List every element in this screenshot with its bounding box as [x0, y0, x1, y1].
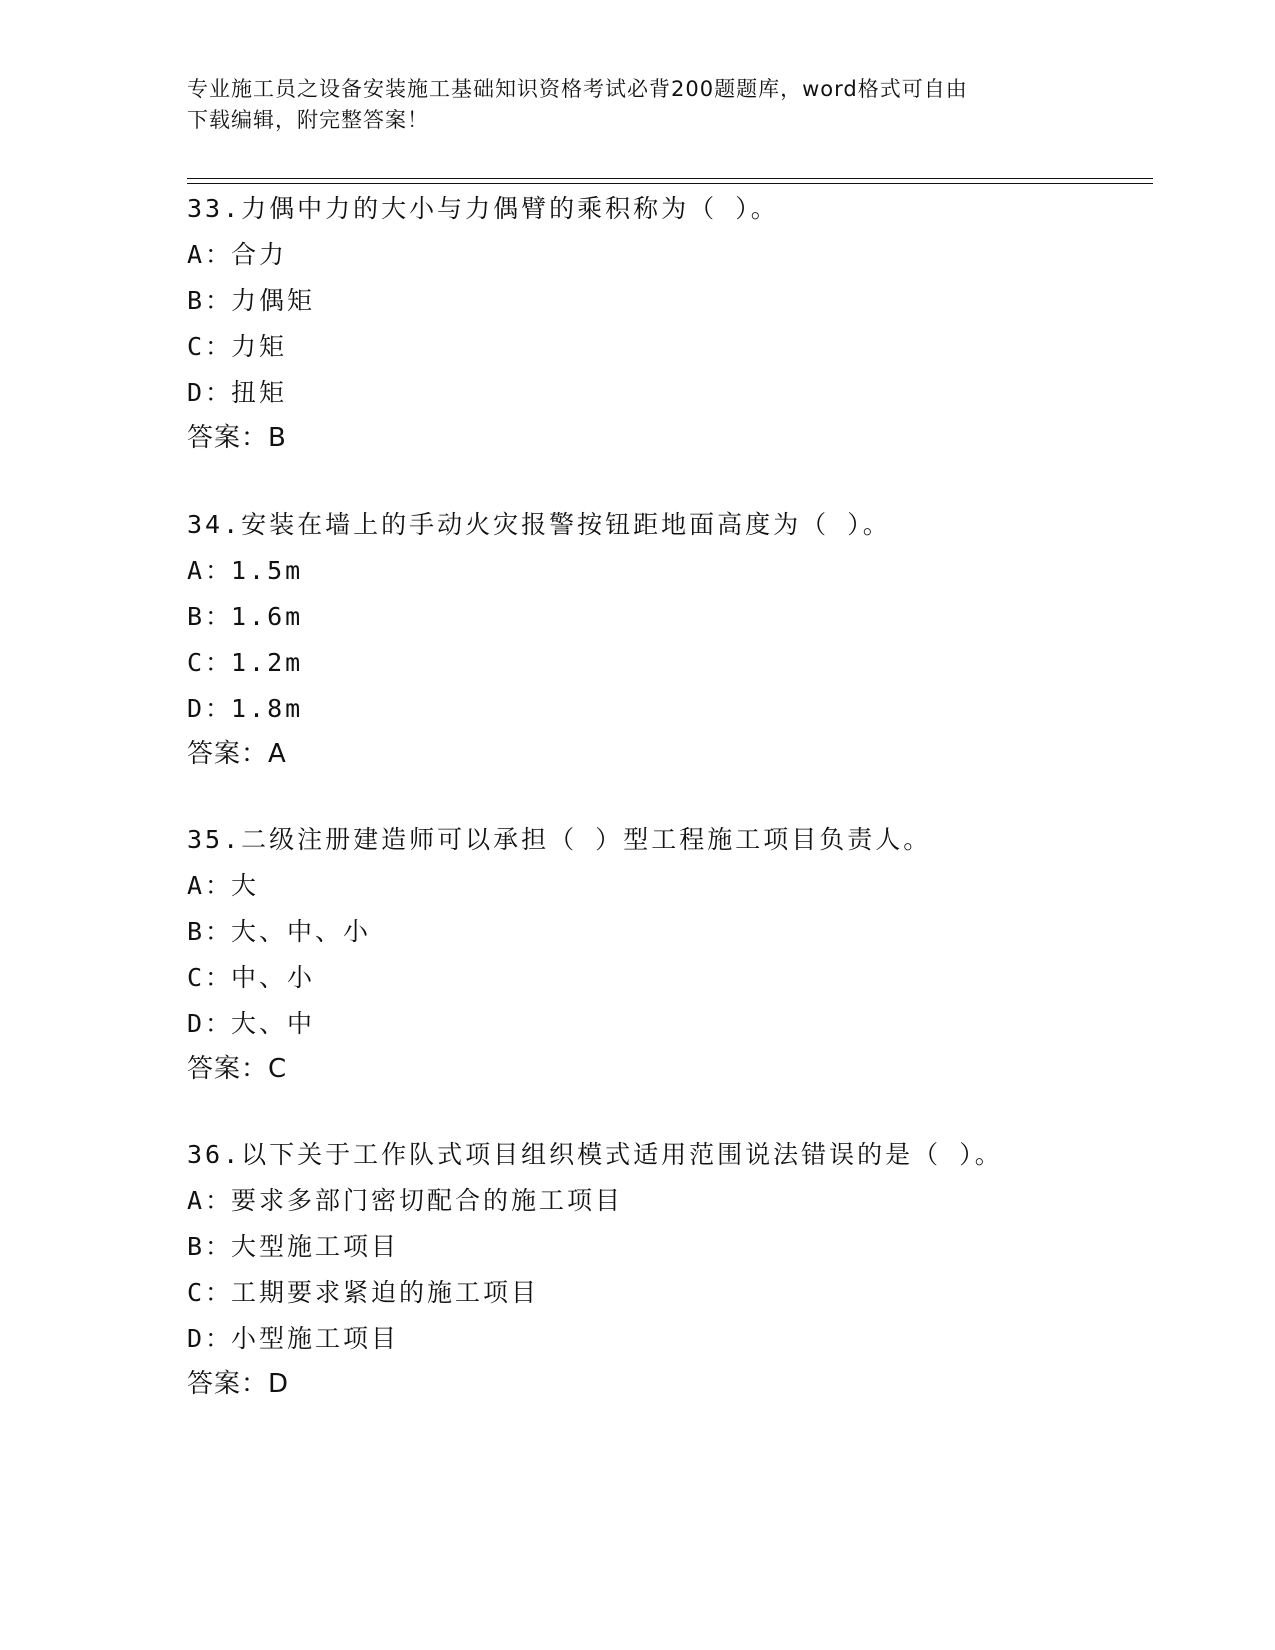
option-text: 力矩 — [231, 332, 288, 361]
option-key: C： — [187, 1278, 234, 1307]
answer-line: 答案：B — [187, 423, 287, 453]
header-divider-bottom — [187, 183, 1153, 184]
option-a — [187, 548, 1153, 594]
option-b — [187, 594, 1153, 640]
option-d — [187, 686, 1153, 732]
option-a — [187, 1178, 1153, 1224]
answer-line: 答案：D — [187, 1369, 290, 1399]
question-block — [187, 186, 1153, 460]
question-stem: 35.二级注册建造师可以承担（ ）型工程施工项目负责人。 — [187, 825, 932, 854]
header-divider-top — [187, 178, 1153, 179]
option-b — [187, 909, 1153, 955]
option-key: B： — [187, 602, 234, 631]
option-text: 中、小 — [231, 963, 316, 992]
option-text: 合力 — [231, 240, 288, 269]
option-key: D： — [187, 1009, 234, 1038]
header-line-1: 专业施工员之设备安装施工基础知识资格考试必背200题题库，word格式可自由 — [187, 77, 968, 101]
option-text: 1.6m — [231, 602, 304, 631]
option-key: B： — [187, 1232, 234, 1261]
option-key: C： — [187, 963, 234, 992]
option-text: 1.5m — [231, 556, 304, 585]
option-text: 1.2m — [231, 648, 304, 677]
option-key: B： — [187, 917, 234, 946]
option-text: 1.8m — [231, 694, 304, 723]
option-a — [187, 863, 1153, 909]
option-b — [187, 1224, 1153, 1270]
option-key: D： — [187, 378, 234, 407]
option-c — [187, 955, 1153, 1001]
option-key: C： — [187, 332, 234, 361]
option-text: 工期要求紧迫的施工项目 — [231, 1278, 540, 1307]
option-c — [187, 640, 1153, 686]
question-stem: 36.以下关于工作队式项目组织模式适用范围说法错误的是（ ）。 — [187, 1140, 1003, 1169]
option-key: B： — [187, 286, 234, 315]
option-key: A： — [187, 1186, 234, 1215]
option-text: 力偶矩 — [231, 286, 316, 315]
question-stem: 33.力偶中力的大小与力偶臂的乘积称为（ ）。 — [187, 194, 779, 223]
question-block — [187, 502, 1153, 776]
option-key: D： — [187, 694, 234, 723]
option-text: 大型施工项目 — [231, 1232, 400, 1261]
option-text: 小型施工项目 — [231, 1324, 400, 1353]
question-block — [187, 1132, 1153, 1406]
option-key: A： — [187, 871, 234, 900]
option-c — [187, 1270, 1153, 1316]
option-c — [187, 324, 1153, 370]
option-d — [187, 1316, 1153, 1362]
option-d — [187, 370, 1153, 416]
option-text: 要求多部门密切配合的施工项目 — [231, 1186, 624, 1215]
option-text: 大 — [231, 871, 260, 900]
option-d — [187, 1001, 1153, 1047]
document-header — [187, 74, 1067, 136]
option-key: A： — [187, 556, 234, 585]
option-key: C： — [187, 648, 234, 677]
option-text: 扭矩 — [231, 378, 288, 407]
question-stem: 34.安装在墙上的手动火灾报警按钮距地面高度为（ ）。 — [187, 510, 891, 539]
option-a — [187, 232, 1153, 278]
option-text: 大、中、小 — [231, 917, 372, 946]
header-line-2: 下载编辑，附完整答案！ — [187, 108, 429, 132]
option-key: D： — [187, 1324, 234, 1353]
question-block — [187, 817, 1153, 1091]
option-b — [187, 278, 1153, 324]
option-key: A： — [187, 240, 234, 269]
option-text: 大、中 — [231, 1009, 316, 1038]
answer-line: 答案：C — [187, 1054, 288, 1084]
answer-line: 答案：A — [187, 739, 287, 769]
